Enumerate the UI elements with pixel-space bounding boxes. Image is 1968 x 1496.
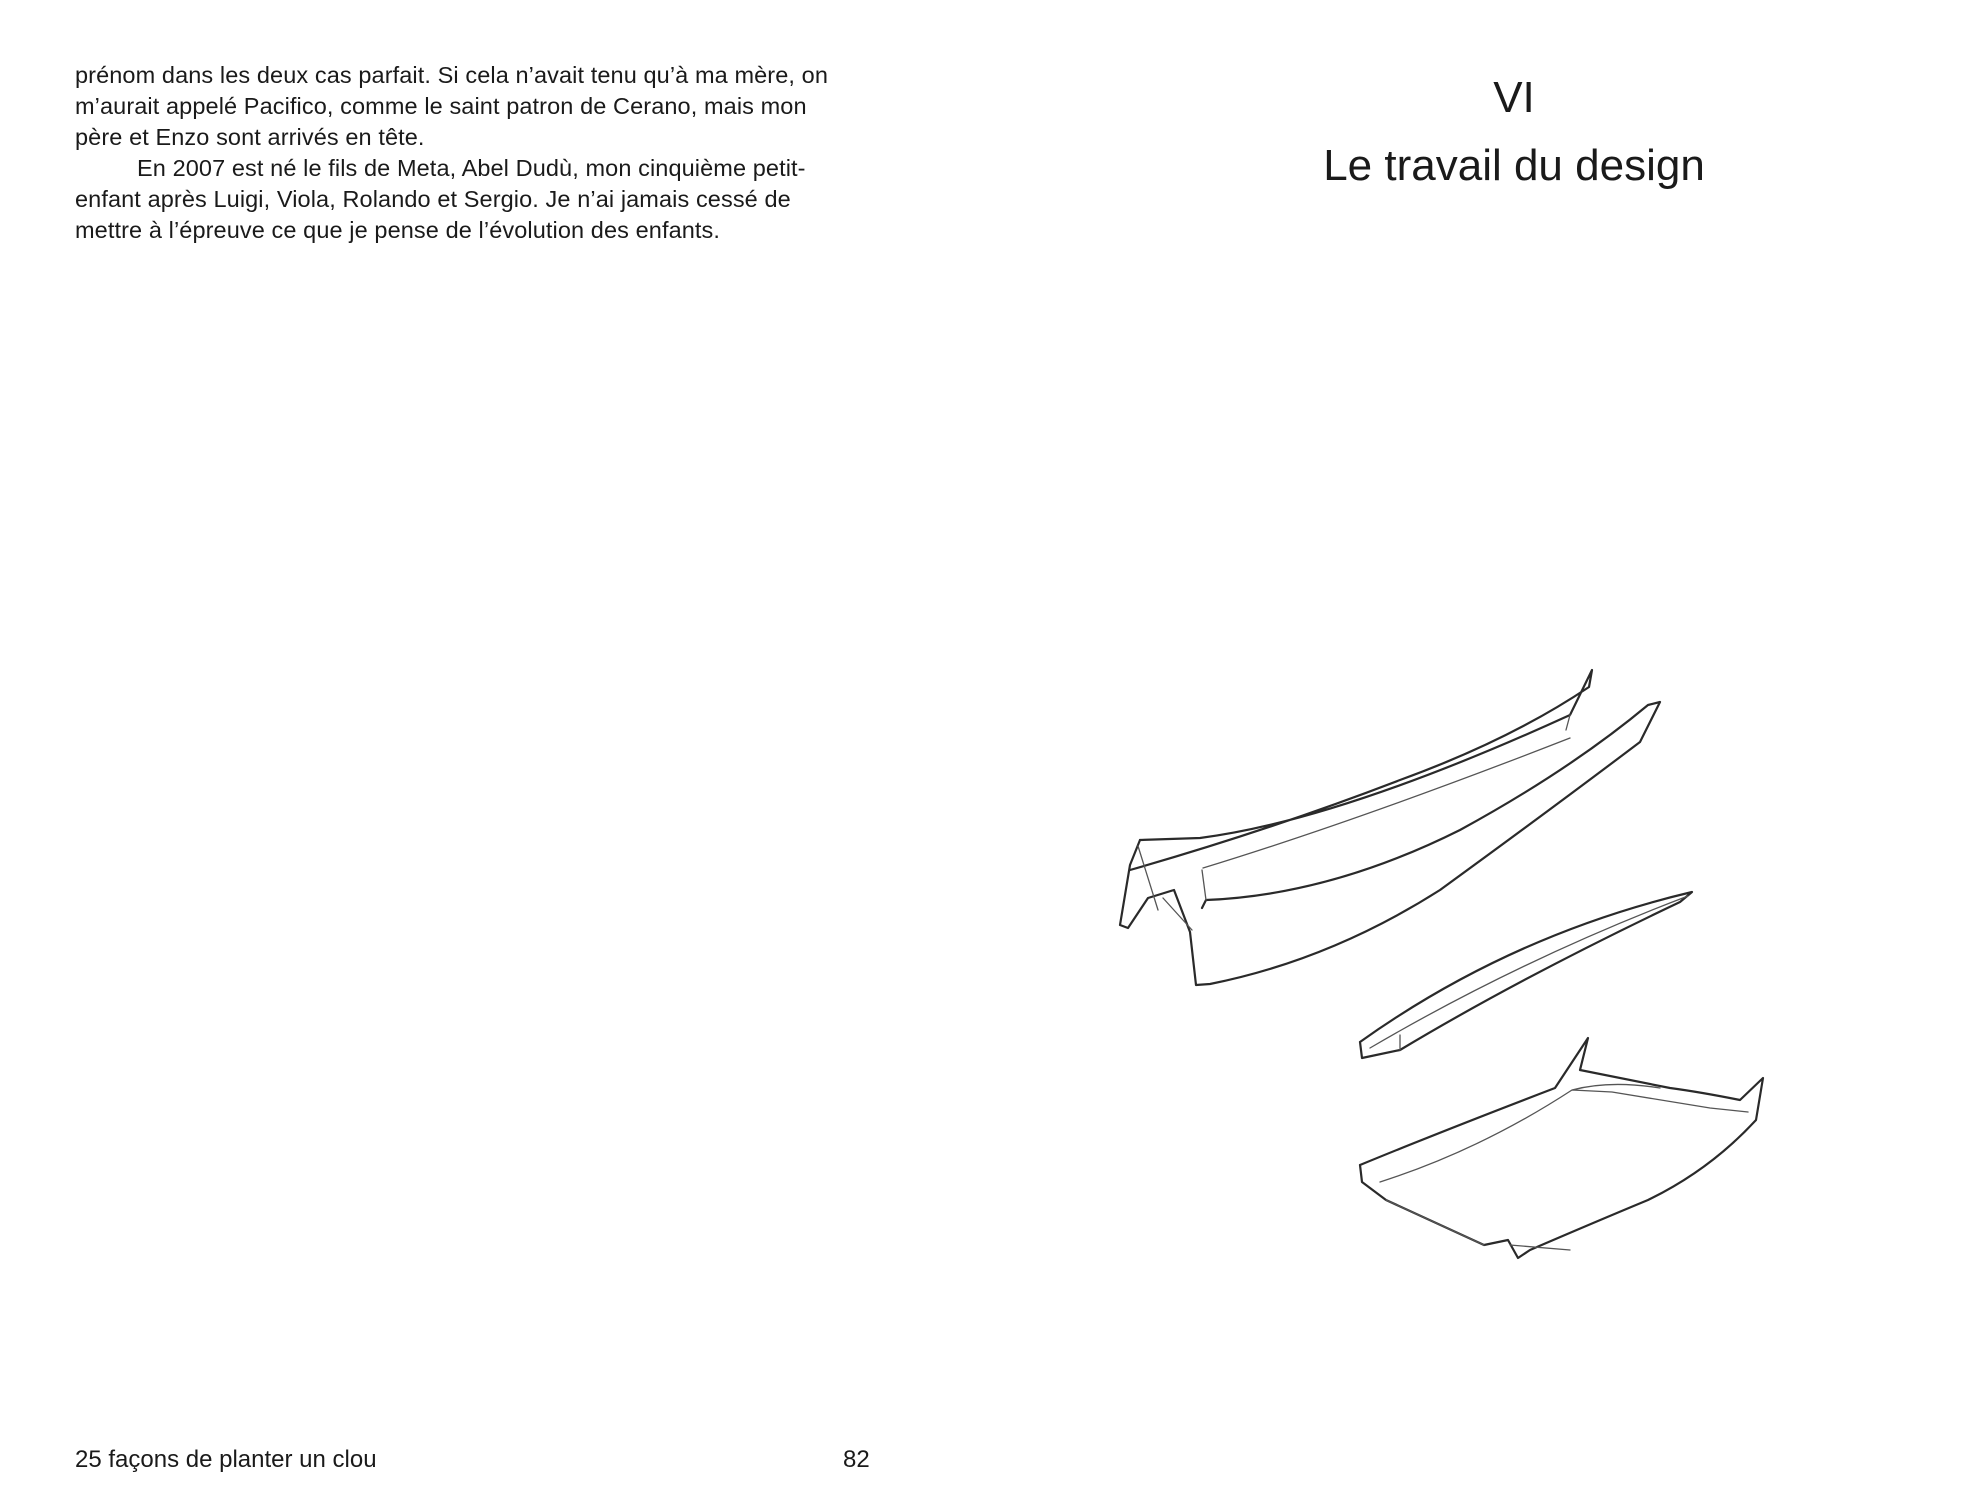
sketch-tray-piece [1360, 1038, 1763, 1258]
body-text [75, 60, 835, 246]
chapter-title: Le travail du design [1323, 141, 1705, 190]
paragraph: En 2007 est né le fils de Meta, Abel Dudù, mon cinquième petit-enfant après Luigi, Viola, Rolando et Sergio. Je n’ai jamais cessé de mettre à l’épreuve ce que je pense de l’évolution des enfants. [75, 155, 806, 243]
page-number: 82 [843, 1446, 870, 1473]
sketch-strip-piece [1360, 892, 1692, 1058]
paragraph: prénom dans les deux cas parfait. Si cela n’avait tenu qu’à ma mère, on m’aurait appelé Pacifico, comme le saint patron de Cerano, mais mon père et Enzo sont arrivés en tête. [75, 62, 828, 150]
running-footer-title: 25 façons de planter un clou [75, 1446, 377, 1473]
design-sketch-illustration [1100, 660, 1880, 1300]
sketch-channel-piece [1120, 670, 1660, 985]
chapter-number: VI [1493, 73, 1535, 122]
sketch-drawing [1100, 660, 1880, 1300]
